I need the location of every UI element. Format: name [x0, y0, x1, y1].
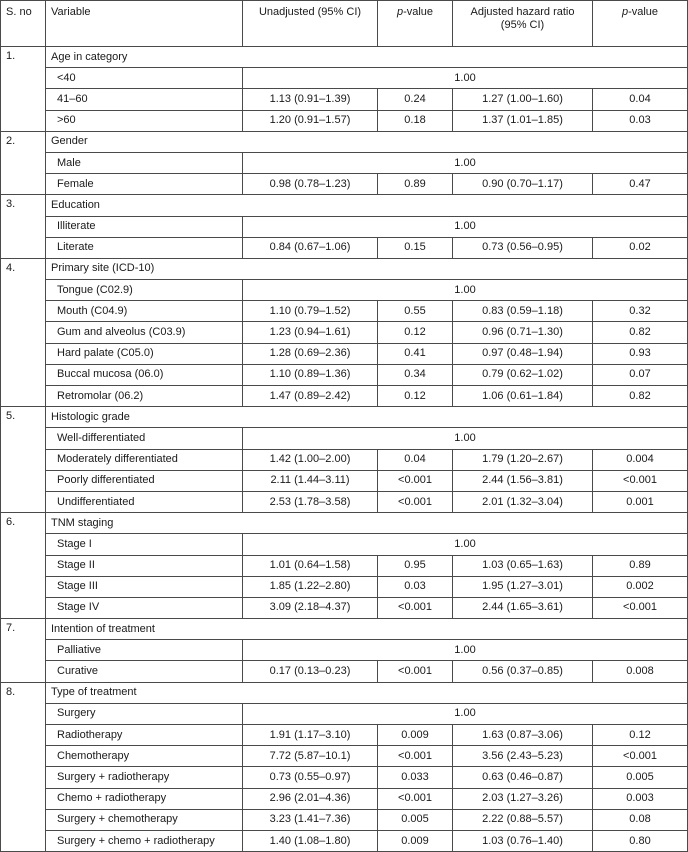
variable-label: Literate: [46, 237, 243, 258]
section-row: [1, 195, 688, 216]
p-value-unadjusted: <0.001: [378, 788, 453, 809]
unadjusted-ci: 0.17 (0.13–0.23): [243, 661, 378, 682]
p-value-adjusted: 0.08: [593, 809, 688, 830]
section-row: [1, 131, 688, 152]
p-value-adjusted: 0.12: [593, 725, 688, 746]
reference-value: 1.00: [243, 152, 688, 173]
adjusted-ci: 3.56 (2.43–5.23): [453, 746, 593, 767]
table-row: [1, 534, 688, 555]
table-row: [1, 491, 688, 512]
unadjusted-ci: 1.28 (0.69–2.36): [243, 343, 378, 364]
adjusted-ci: 1.63 (0.87–3.06): [453, 725, 593, 746]
section-title: Primary site (ICD-10): [46, 258, 688, 279]
table-row: [1, 470, 688, 491]
variable-label: Gum and alveolus (C03.9): [46, 322, 243, 343]
p-value-adjusted: 0.89: [593, 555, 688, 576]
p-value-unadjusted: 0.033: [378, 767, 453, 788]
reference-value: 1.00: [243, 280, 688, 301]
reference-value: 1.00: [243, 68, 688, 89]
p-value-unadjusted: 0.15: [378, 237, 453, 258]
unadjusted-ci: 1.20 (0.91–1.57): [243, 110, 378, 131]
unadjusted-ci: 1.42 (1.00–2.00): [243, 449, 378, 470]
variable-label: Curative: [46, 661, 243, 682]
p-value-adjusted: 0.82: [593, 322, 688, 343]
section-row: [1, 619, 688, 640]
unadjusted-ci: 1.10 (0.89–1.36): [243, 364, 378, 385]
p-value-unadjusted: 0.89: [378, 174, 453, 195]
unadjusted-ci: 3.09 (2.18–4.37): [243, 597, 378, 618]
unadjusted-ci: 1.85 (1.22–2.80): [243, 576, 378, 597]
unadjusted-ci: 2.96 (2.01–4.36): [243, 788, 378, 809]
unadjusted-ci: 2.11 (1.44–3.11): [243, 470, 378, 491]
p-value-adjusted: 0.008: [593, 661, 688, 682]
reference-value: 1.00: [243, 428, 688, 449]
adjusted-ci: 0.83 (0.59–1.18): [453, 301, 593, 322]
section-title: Histologic grade: [46, 407, 688, 428]
section-row: [1, 407, 688, 428]
table-row: [1, 301, 688, 322]
adjusted-ci: 1.37 (1.01–1.85): [453, 110, 593, 131]
variable-label: 41–60: [46, 89, 243, 110]
variable-label: Mouth (C04.9): [46, 301, 243, 322]
table-row: [1, 725, 688, 746]
table-row: [1, 322, 688, 343]
p-value-adjusted: 0.001: [593, 491, 688, 512]
section-number: 2.: [1, 131, 46, 195]
adjusted-ci: 0.56 (0.37–0.85): [453, 661, 593, 682]
pvalue-suffix: -value: [403, 6, 434, 18]
table-row: [1, 661, 688, 682]
unadjusted-ci: 1.40 (1.08–1.80): [243, 830, 378, 851]
p-value-adjusted: 0.02: [593, 237, 688, 258]
pvalue-suffix: -value: [628, 6, 659, 18]
section-number: 8.: [1, 682, 46, 852]
table-row: [1, 830, 688, 851]
section-number: 4.: [1, 258, 46, 406]
p-value-adjusted: 0.07: [593, 364, 688, 385]
p-value-adjusted: 0.93: [593, 343, 688, 364]
variable-label: Undifferentiated: [46, 491, 243, 512]
table-row: [1, 597, 688, 618]
header-sno: S. no: [1, 1, 46, 47]
adjusted-ci: 2.01 (1.32–3.04): [453, 491, 593, 512]
reference-value: 1.00: [243, 640, 688, 661]
p-value-unadjusted: 0.009: [378, 830, 453, 851]
variable-label: Chemo + radiotherapy: [46, 788, 243, 809]
variable-label: Hard palate (C05.0): [46, 343, 243, 364]
variable-label: Poorly differentiated: [46, 470, 243, 491]
p-value-adjusted: 0.80: [593, 830, 688, 851]
unadjusted-ci: 1.23 (0.94–1.61): [243, 322, 378, 343]
p-value-adjusted: 0.82: [593, 386, 688, 407]
table-row: [1, 788, 688, 809]
p-value-adjusted: <0.001: [593, 597, 688, 618]
header-unadjusted: Unadjusted (95% CI): [243, 1, 378, 47]
unadjusted-ci: 1.10 (0.79–1.52): [243, 301, 378, 322]
table-row: [1, 110, 688, 131]
adjusted-ci: 1.79 (1.20–2.67): [453, 449, 593, 470]
reference-value: 1.00: [243, 216, 688, 237]
adjusted-ci: 0.97 (0.48–1.94): [453, 343, 593, 364]
adjusted-ci: 0.63 (0.46–0.87): [453, 767, 593, 788]
variable-label: Tongue (C02.9): [46, 280, 243, 301]
unadjusted-ci: 2.53 (1.78–3.58): [243, 491, 378, 512]
variable-label: Stage III: [46, 576, 243, 597]
section-title: Age in category: [46, 47, 688, 68]
unadjusted-ci: 1.13 (0.91–1.39): [243, 89, 378, 110]
p-value-adjusted: 0.03: [593, 110, 688, 131]
table-row: [1, 386, 688, 407]
table-body: [1, 47, 688, 852]
table-row: [1, 809, 688, 830]
table-row: [1, 576, 688, 597]
p-value-adjusted: 0.32: [593, 301, 688, 322]
p-value-unadjusted: 0.34: [378, 364, 453, 385]
unadjusted-ci: 7.72 (5.87–10.1): [243, 746, 378, 767]
variable-label: Palliative: [46, 640, 243, 661]
adjusted-ci: 1.03 (0.76–1.40): [453, 830, 593, 851]
p-value-unadjusted: 0.009: [378, 725, 453, 746]
section-number: 7.: [1, 619, 46, 683]
p-value-adjusted: 0.004: [593, 449, 688, 470]
p-value-unadjusted: 0.24: [378, 89, 453, 110]
table-row: [1, 237, 688, 258]
p-value-unadjusted: 0.55: [378, 301, 453, 322]
adjusted-ci: 2.44 (1.56–3.81): [453, 470, 593, 491]
variable-label: Surgery + chemo + radiotherapy: [46, 830, 243, 851]
p-value-adjusted: 0.005: [593, 767, 688, 788]
variable-label: <40: [46, 68, 243, 89]
table-row: [1, 767, 688, 788]
adjusted-ci: 0.90 (0.70–1.17): [453, 174, 593, 195]
p-value-unadjusted: 0.03: [378, 576, 453, 597]
p-value-adjusted: <0.001: [593, 470, 688, 491]
p-value-unadjusted: 0.12: [378, 322, 453, 343]
variable-label: Stage II: [46, 555, 243, 576]
p-value-unadjusted: <0.001: [378, 470, 453, 491]
section-number: 1.: [1, 47, 46, 132]
pvalue-italic-p: p: [621, 6, 629, 18]
variable-label: Male: [46, 152, 243, 173]
section-row: [1, 258, 688, 279]
adjusted-ci: 2.03 (1.27–3.26): [453, 788, 593, 809]
variable-label: Chemotherapy: [46, 746, 243, 767]
section-row: [1, 513, 688, 534]
adjusted-ci: 0.73 (0.56–0.95): [453, 237, 593, 258]
p-value-unadjusted: 0.41: [378, 343, 453, 364]
variable-label: Surgery + radiotherapy: [46, 767, 243, 788]
unadjusted-ci: 1.01 (0.64–1.58): [243, 555, 378, 576]
section-title: Education: [46, 195, 688, 216]
table-row: [1, 703, 688, 724]
table-row: [1, 152, 688, 173]
variable-label: Illiterate: [46, 216, 243, 237]
variable-label: Radiotherapy: [46, 725, 243, 746]
table-row: [1, 746, 688, 767]
table-row: [1, 89, 688, 110]
section-number: 6.: [1, 513, 46, 619]
header-row: [1, 1, 688, 47]
table-row: [1, 68, 688, 89]
section-title: Intention of treatment: [46, 619, 688, 640]
adjusted-ci: 2.22 (0.88–5.57): [453, 809, 593, 830]
p-value-unadjusted: 0.95: [378, 555, 453, 576]
unadjusted-ci: 0.98 (0.78–1.23): [243, 174, 378, 195]
p-value-unadjusted: <0.001: [378, 661, 453, 682]
variable-label: Surgery + chemotherapy: [46, 809, 243, 830]
p-value-adjusted: 0.04: [593, 89, 688, 110]
unadjusted-ci: 0.73 (0.55–0.97): [243, 767, 378, 788]
table-row: [1, 343, 688, 364]
p-value-unadjusted: <0.001: [378, 746, 453, 767]
adjusted-ci: 1.06 (0.61–1.84): [453, 386, 593, 407]
p-value-unadjusted: <0.001: [378, 597, 453, 618]
adjusted-ci: 1.03 (0.65–1.63): [453, 555, 593, 576]
section-title: TNM staging: [46, 513, 688, 534]
p-value-unadjusted: 0.005: [378, 809, 453, 830]
variable-label: Buccal mucosa (06.0): [46, 364, 243, 385]
table-row: [1, 449, 688, 470]
adjusted-ci: 0.96 (0.71–1.30): [453, 322, 593, 343]
unadjusted-ci: 0.84 (0.67–1.06): [243, 237, 378, 258]
section-row: [1, 682, 688, 703]
p-value-adjusted: 0.002: [593, 576, 688, 597]
header-adjusted: Adjusted hazard ratio (95% CI): [453, 1, 593, 47]
table-row: [1, 555, 688, 576]
unadjusted-ci: 3.23 (1.41–7.36): [243, 809, 378, 830]
section-title: Gender: [46, 131, 688, 152]
variable-label: Well-differentiated: [46, 428, 243, 449]
section-number: 5.: [1, 407, 46, 513]
section-number: 3.: [1, 195, 46, 259]
adjusted-ci: 2.44 (1.65–3.61): [453, 597, 593, 618]
adjusted-ci: 0.79 (0.62–1.02): [453, 364, 593, 385]
variable-label: >60: [46, 110, 243, 131]
variable-label: Retromolar (06.2): [46, 386, 243, 407]
p-value-unadjusted: 0.12: [378, 386, 453, 407]
table-header: [1, 1, 688, 47]
variable-label: Surgery: [46, 703, 243, 724]
table-row: [1, 216, 688, 237]
unadjusted-ci: 1.47 (0.89–2.42): [243, 386, 378, 407]
header-variable: Variable: [46, 1, 243, 47]
section-row: [1, 47, 688, 68]
p-value-adjusted: 0.47: [593, 174, 688, 195]
variable-label: Stage IV: [46, 597, 243, 618]
p-value-adjusted: 0.003: [593, 788, 688, 809]
table-row: [1, 640, 688, 661]
table-row: [1, 428, 688, 449]
p-value-unadjusted: <0.001: [378, 491, 453, 512]
reference-value: 1.00: [243, 703, 688, 724]
table-row: [1, 174, 688, 195]
adjusted-ci: 1.27 (1.00–1.60): [453, 89, 593, 110]
header-pvalue-adjusted: [593, 1, 688, 47]
variable-label: Moderately differentiated: [46, 449, 243, 470]
table-row: [1, 364, 688, 385]
adjusted-ci: 1.95 (1.27–3.01): [453, 576, 593, 597]
section-title: Type of treatment: [46, 682, 688, 703]
pvalue-italic-p: p: [396, 6, 404, 18]
variable-label: Stage I: [46, 534, 243, 555]
p-value-unadjusted: 0.04: [378, 449, 453, 470]
variable-label: Female: [46, 174, 243, 195]
header-pvalue-unadjusted: [378, 1, 453, 47]
p-value-adjusted: <0.001: [593, 746, 688, 767]
table-row: [1, 280, 688, 301]
unadjusted-ci: 1.91 (1.17–3.10): [243, 725, 378, 746]
p-value-unadjusted: 0.18: [378, 110, 453, 131]
reference-value: 1.00: [243, 534, 688, 555]
